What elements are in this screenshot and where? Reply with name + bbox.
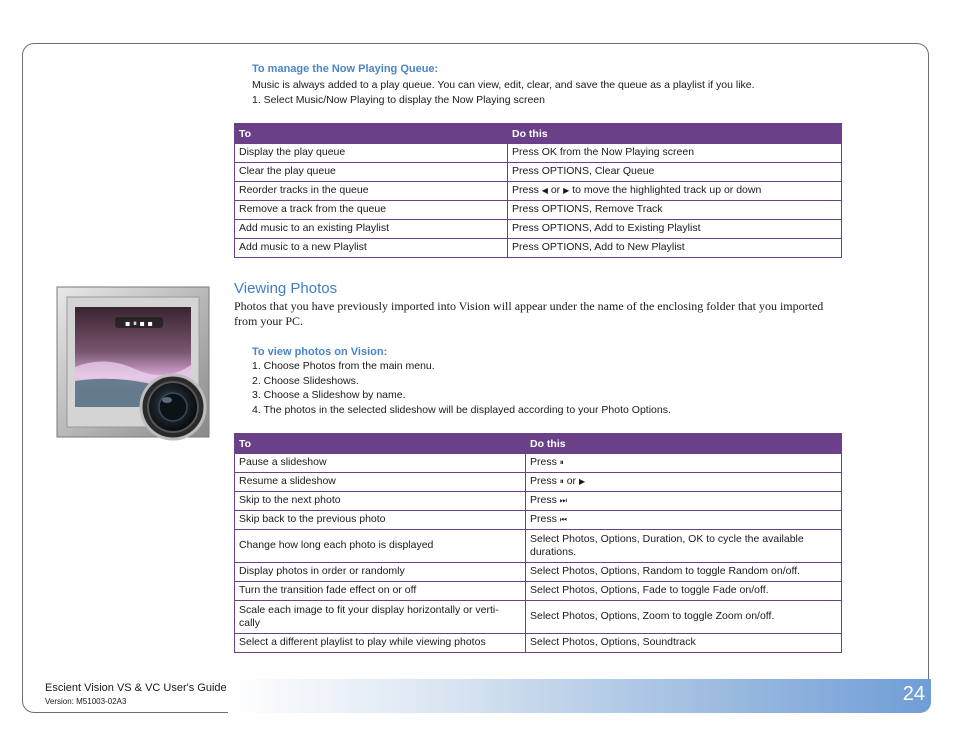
duration-text-line-2: durations.	[530, 546, 577, 558]
table-cell-to: Select a different playlist to play while viewing photos	[235, 634, 526, 653]
page-number: 24	[902, 683, 925, 705]
table-cell-to: Turn the transition fade effect on or off	[235, 582, 526, 601]
table-cell-do	[526, 511, 842, 530]
table-cell-to: Add music to a new Playlist	[235, 239, 508, 258]
table-cell-to: Resume a slideshow	[235, 473, 526, 492]
photos-intro-line-1: Photos that you have previously imported into Vision will appear under the name of the enclosing folder that you imported	[234, 299, 824, 313]
column-header-do-this: Do this	[508, 124, 842, 144]
table-cell-do: Select Photos, Options, Soundtrack	[526, 634, 842, 653]
step-item: 2. Choose Slideshows.	[252, 374, 359, 387]
photo-table-header	[235, 434, 842, 454]
table-row	[235, 601, 842, 634]
table-cell-do: Press OPTIONS, Add to New Playlist	[508, 239, 842, 258]
table-cell-do: Select Photos, Options, Zoom to toggle Zoom on/off.	[526, 601, 842, 634]
photos-steps	[252, 359, 671, 417]
table-cell-to: Clear the play queue	[235, 163, 508, 182]
table-cell-to: Pause a slideshow	[235, 454, 526, 473]
table-cell-do	[508, 182, 842, 201]
queue-table	[234, 123, 842, 258]
step-item: 4. The photos in the selected slideshow will be displayed according to your Photo Options.	[252, 403, 671, 416]
table-cell-do	[526, 530, 842, 563]
table-cell-to: Display the play queue	[235, 144, 508, 163]
table-cell-to: Remove a track from the queue	[235, 201, 508, 220]
queue-intro	[252, 78, 755, 107]
scale-text-line-1: Scale each image to fit your display horizontally or verti-	[239, 603, 499, 616]
table-row	[235, 201, 842, 220]
table-row	[235, 492, 842, 511]
scale-text-line-2: cally	[239, 617, 261, 629]
table-row	[235, 563, 842, 582]
step-item: 1. Choose Photos from the main menu.	[252, 360, 435, 372]
or-text: or	[566, 475, 577, 488]
pause-icon: ⏸	[559, 477, 564, 487]
press-text: Press	[530, 456, 557, 469]
press-text: Press	[530, 513, 557, 526]
table-cell-do: Press OPTIONS, Clear Queue	[508, 163, 842, 182]
queue-intro-line: Music is always added to a play queue. You can view, edit, clear, and save the queue as a playlist if you like.	[252, 79, 755, 91]
table-row	[235, 182, 842, 201]
skip-next-icon: ⏭	[559, 496, 567, 506]
reorder-text: to move the highlighted track up or down	[572, 184, 762, 197]
footer-bar	[228, 679, 931, 713]
table-cell-to: Change how long each photo is displayed	[235, 530, 526, 563]
left-arrow-icon: ◀	[541, 186, 548, 196]
table-cell-to: Reorder tracks in the queue	[235, 182, 508, 201]
table-row	[235, 144, 842, 163]
photos-steps-heading: To view photos on Vision:	[252, 346, 388, 358]
photos-intro-line-2: from your PC.	[234, 314, 303, 328]
press-text: Press	[530, 494, 557, 507]
table-cell-to: Add music to an existing Playlist	[235, 220, 508, 239]
column-header-do-this: Do this	[526, 434, 842, 454]
duration-text-line-1: Select Photos, Options, Duration, OK to cycle the available	[530, 532, 804, 545]
slideshow-control-text: ▪ ⏸ ▪ ▪	[125, 319, 153, 328]
step-item: 3. Choose a Slideshow by name.	[252, 389, 406, 401]
table-cell-do: Select Photos, Options, Random to toggle Random on/off.	[526, 563, 842, 582]
table-row	[235, 530, 842, 563]
photos-intro	[234, 299, 894, 329]
table-row	[235, 634, 842, 653]
play-icon: ▶	[578, 477, 586, 487]
table-row	[235, 163, 842, 182]
press-text: Press	[530, 475, 557, 488]
footer-version: Version: M51003-02A3	[45, 697, 127, 706]
table-row	[235, 454, 842, 473]
table-cell-to	[235, 601, 526, 634]
right-arrow-icon: ▶	[563, 186, 570, 196]
or-text: or	[550, 184, 561, 197]
table-row	[235, 239, 842, 258]
table-cell-do: Press OPTIONS, Add to Existing Playlist	[508, 220, 842, 239]
table-cell-to: Display photos in order or randomly	[235, 563, 526, 582]
footer-title: Escient Vision VS & VC User's Guide	[45, 682, 227, 694]
column-header-to: To	[235, 124, 508, 144]
table-cell-do: Press OK from the Now Playing screen	[508, 144, 842, 163]
table-cell-do	[526, 492, 842, 511]
table-cell-do: Select Photos, Options, Fade to toggle Fade on/off.	[526, 582, 842, 601]
table-cell-do	[526, 473, 842, 492]
photo-frame-camera-icon	[55, 285, 215, 446]
column-header-to: To	[235, 434, 526, 454]
queue-table-header	[235, 124, 842, 144]
queue-step-line: 1. Select Music/Now Playing to display the Now Playing screen	[252, 93, 545, 106]
queue-heading: To manage the Now Playing Queue:	[252, 63, 439, 75]
table-row	[235, 511, 842, 530]
table-row	[235, 582, 842, 601]
press-text: Press	[512, 184, 539, 197]
pause-icon: ⏸	[559, 458, 564, 468]
table-cell-to: Skip back to the previous photo	[235, 511, 526, 530]
photo-table	[234, 433, 842, 653]
table-cell-to: Skip to the next photo	[235, 492, 526, 511]
table-cell-do	[526, 454, 842, 473]
table-row	[235, 220, 842, 239]
table-cell-do: Press OPTIONS, Remove Track	[508, 201, 842, 220]
viewing-photos-title: Viewing Photos	[234, 280, 338, 297]
skip-previous-icon: ⏮	[559, 515, 567, 525]
table-row	[235, 473, 842, 492]
